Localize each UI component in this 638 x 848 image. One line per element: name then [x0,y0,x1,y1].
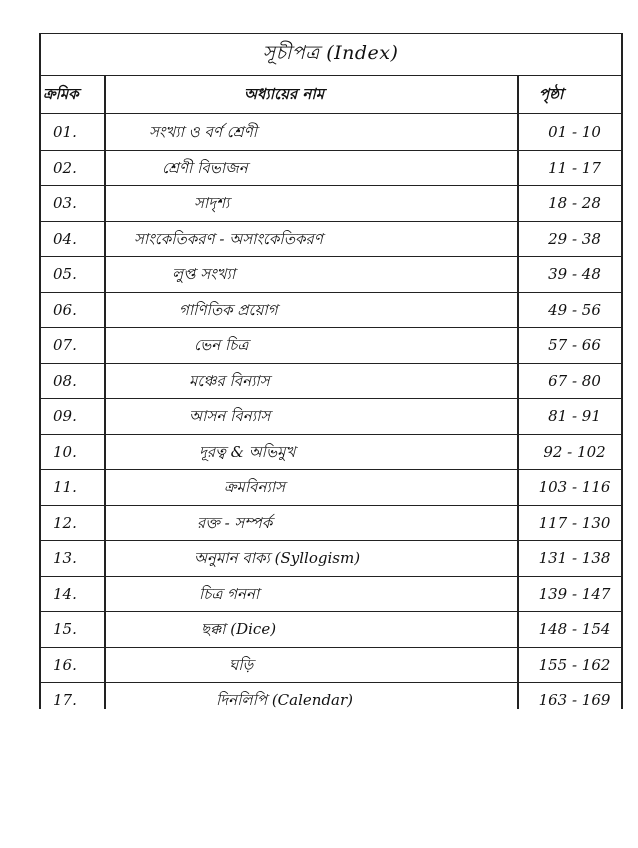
row-chapter: সাদৃশ্য [194,194,230,212]
table-row [39,506,622,541]
row-pages: 117 - 130 [538,513,611,532]
table-row [39,541,622,576]
row-serial: 03. [53,194,77,212]
row-chapter: আসন বিন্যাস [189,407,271,425]
row-chapter: লুপ্ত সংখ্যা [172,265,236,283]
row-serial: 04. [53,229,77,248]
row-chapter: চিত্র গননা [199,584,260,603]
table-row [39,399,622,434]
row-serial: 14. [53,584,77,603]
table-row [39,648,622,683]
serial-header: ক্রমিক [43,85,79,103]
row-pages: 67 - 80 [548,371,601,390]
row-pages: 01 - 10 [548,123,601,141]
row-chapter: অনুমান বাক্য (Syllogism) [194,549,361,567]
row-serial: 12. [53,513,77,532]
row-serial: 13. [53,549,77,567]
row-pages: 131 - 138 [538,549,611,567]
row-serial: 06. [53,300,77,319]
table-top-border [39,33,623,34]
table-row [39,435,622,470]
row-serial: 09. [53,407,77,425]
title-divider [39,75,623,76]
row-chapter: ভেন চিত্র [194,336,249,354]
row-chapter: সংখ্যা ও বর্ণ শ্রেণী [149,123,258,141]
row-serial: 05. [53,265,77,283]
row-chapter: গাণিতিক প্রয়োগ [179,300,278,319]
row-chapter: দূরত্ব & অভিমুখ [199,442,296,461]
row-serial: 01. [53,123,77,141]
table-row [39,328,622,363]
row-pages: 81 - 91 [548,407,601,425]
index-table [39,33,622,709]
row-pages: 18 - 28 [548,194,601,212]
table-row [39,470,622,505]
table-row [39,612,622,647]
table-row [39,186,622,221]
page-header: পৃষ্ঠা [539,85,564,103]
page-title: সূচীপত্র (Index) [262,42,399,64]
row-serial: 16. [53,655,77,674]
row-pages: 92 - 102 [543,442,606,461]
row-pages: 11 - 17 [548,158,601,177]
row-chapter: সাংকেতিকরণ - অসাংকেতিকরণ [134,229,323,248]
row-serial: 17. [53,691,77,709]
row-serial: 02. [53,158,77,177]
row-serial: 08. [53,371,77,390]
row-chapter: ঘড়ি [229,655,254,674]
table-row [39,683,622,718]
row-chapter: রক্ত - সম্পর্ক [197,513,273,532]
row-pages: 49 - 56 [548,300,601,319]
row-serial: 11. [53,478,77,496]
row-chapter: শ্রেণী বিভাজন [162,158,248,177]
row-serial: 15. [53,620,77,638]
table-row [39,293,622,328]
table-row [39,257,622,292]
row-serial: 10. [53,442,77,461]
row-pages: 103 - 116 [538,478,611,496]
table-row [39,364,622,399]
row-serial: 07. [53,336,77,354]
row-pages: 163 - 169 [538,691,611,709]
chapter-header: অধ্যায়ের নাম [244,85,325,103]
row-chapter: দিনলিপি (Calendar) [216,691,354,709]
row-pages: 155 - 162 [538,655,611,674]
table-row [39,577,622,612]
row-pages: 39 - 48 [548,265,601,283]
row-pages: 29 - 38 [548,229,601,248]
row-chapter: মঞ্চের বিন্যাস [189,371,270,390]
row-pages: 139 - 147 [538,584,611,603]
table-row [39,151,622,186]
row-chapter: ক্রমবিন্যাস [224,478,286,496]
table-row [39,115,622,150]
table-row [39,222,622,257]
row-pages: 148 - 154 [538,620,611,638]
row-chapter: ছক্কা (Dice) [201,620,277,638]
row-pages: 57 - 66 [548,336,601,354]
